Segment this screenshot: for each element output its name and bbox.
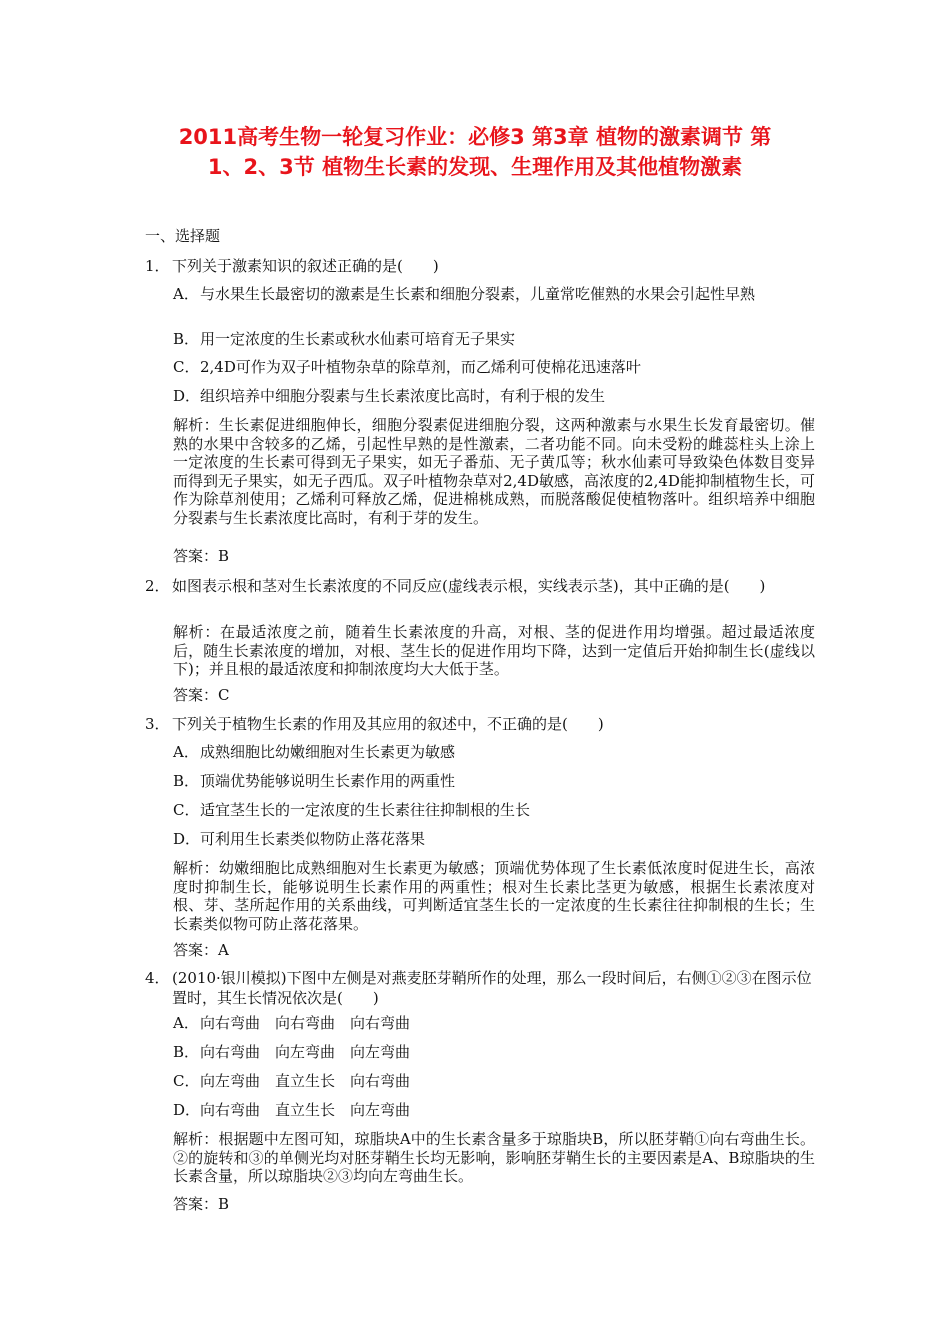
option-letter: D．	[173, 830, 201, 848]
option-letter: C．	[173, 1072, 200, 1090]
question-number: 1．	[145, 257, 170, 275]
question-number: 4．	[145, 969, 170, 987]
option-text: 与水果生长最密切的激素是生长素和细胞分裂素，儿童常吃催熟的水果会引起性早熟	[200, 285, 756, 303]
option-text: 向右弯曲 向左弯曲 向左弯曲	[200, 1043, 411, 1061]
option-text: 可利用生长素类似物防止落花落果	[200, 830, 426, 848]
question-stem: 下列关于植物生长素的作用及其应用的叙述中，不正确的是( )	[172, 715, 604, 733]
option-text: 适宜茎生长的一定浓度的生长素往往抑制根的生长	[200, 801, 531, 819]
question-number: 2．	[145, 577, 170, 595]
option-letter: A．	[173, 285, 199, 303]
option-letter: B．	[173, 330, 200, 348]
option-text: 顶端优势能够说明生长素作用的两重性	[200, 772, 456, 790]
analysis-paragraph: 解析：幼嫩细胞比成熟细胞对生长素更为敏感；顶端优势体现了生长素低浓度时促进生长，高浓度时抑制生长，能够说明生长素作用的两重性；根对生长素比茎更为敏感，根据生长素浓度对根、芽、茎所起作用的关系曲线，可判断适宜茎生长的一定浓度的生长素往往抑制根的生长；生长素类似物可防止落花落果。	[173, 859, 815, 933]
option-text: 向右弯曲 直立生长 向左弯曲	[200, 1101, 411, 1119]
document-title-line-2: 1、2、3节 植物生长素的发现、生理作用及其他植物激素	[207, 155, 743, 179]
analysis-paragraph: 解析：生长素促进细胞伸长，细胞分裂素促进细胞分裂，这两种激素与水果生长发育最密切。催熟的水果中含较多的乙烯，引起性早熟的是性激素，二者功能不同。向未受粉的雌蕊柱头上涂上一定浓度的生长素可得到无子果实，如无子番茄、无子黄瓜等；秋水仙素可导致染色体数目变异而得到无子果实，如无子西瓜。双子叶植物杂草对2,4D敏感，高浓度的2,4D能抑制植物生长，可作为除草剂使用；乙烯利可释放乙烯，促进棉桃成熟，而脱落酸促使植物落叶。组织培养中细胞分裂素与生长素浓度比高时，有利于芽的发生。	[173, 416, 815, 527]
option-letter: A．	[173, 1014, 199, 1032]
option-letter: D．	[173, 387, 201, 405]
answer-line: 答案：B	[173, 1195, 230, 1213]
option-text: 2,4D可作为双子叶植物杂草的除草剂，而乙烯利可使棉花迅速落叶	[200, 358, 641, 376]
section-heading: 一、选择题	[145, 227, 221, 245]
answer-line: 答案：A	[173, 941, 229, 959]
option-letter: A．	[173, 743, 199, 761]
option-letter: C．	[173, 358, 200, 376]
question-number: 3．	[145, 715, 170, 733]
question-stem: 如图表示根和茎对生长素浓度的不同反应(虚线表示根，实线表示茎)，其中正确的是( )	[172, 577, 766, 595]
option-letter: B．	[173, 1043, 200, 1061]
answer-line: 答案：C	[173, 686, 230, 704]
option-text: 组织培养中细胞分裂素与生长素浓度比高时，有利于根的发生	[200, 387, 606, 405]
analysis-paragraph: 解析：在最适浓度之前，随着生长素浓度的升高，对根、茎的促进作用均增强。超过最适浓度后，随生长素浓度的增加，对根、茎生长的促进作用均下降，达到一定值后开始抑制生长(虚线以下)；并且根的最适浓度和抑制浓度均大大低于茎。	[173, 623, 815, 678]
option-letter: B．	[173, 772, 200, 790]
option-letter: C．	[173, 801, 200, 819]
document-title-line-1: 2011高考生物一轮复习作业：必修3 第3章 植物的激素调节 第	[178, 125, 772, 149]
analysis-paragraph: 解析：根据题中左图可知，琼脂块A中的生长素含量多于琼脂块B，所以胚芽鞘①向右弯曲生长。②的旋转和③的单侧光均对胚芽鞘生长均无影响，影响胚芽鞘生长的主要因素是A、B琼脂块的生长素含量，所以琼脂块②③均向左弯曲生长。	[173, 1130, 815, 1185]
option-text: 成熟细胞比幼嫩细胞对生长素更为敏感	[200, 743, 456, 761]
question-stem: 下列关于激素知识的叙述正确的是( )	[172, 257, 439, 275]
option-text: 向右弯曲 向右弯曲 向右弯曲	[200, 1014, 411, 1032]
option-text: 向左弯曲 直立生长 向右弯曲	[200, 1072, 411, 1090]
answer-line: 答案：B	[173, 547, 230, 565]
question-stem: (2010·银川模拟)下图中左侧是对燕麦胚芽鞘所作的处理，那么一段时间后，右侧①②③在图示位置时，其生长情况依次是( )	[172, 969, 812, 1007]
option-text: 用一定浓度的生长素或秋水仙素可培育无子果实	[200, 330, 516, 348]
option-letter: D．	[173, 1101, 201, 1119]
